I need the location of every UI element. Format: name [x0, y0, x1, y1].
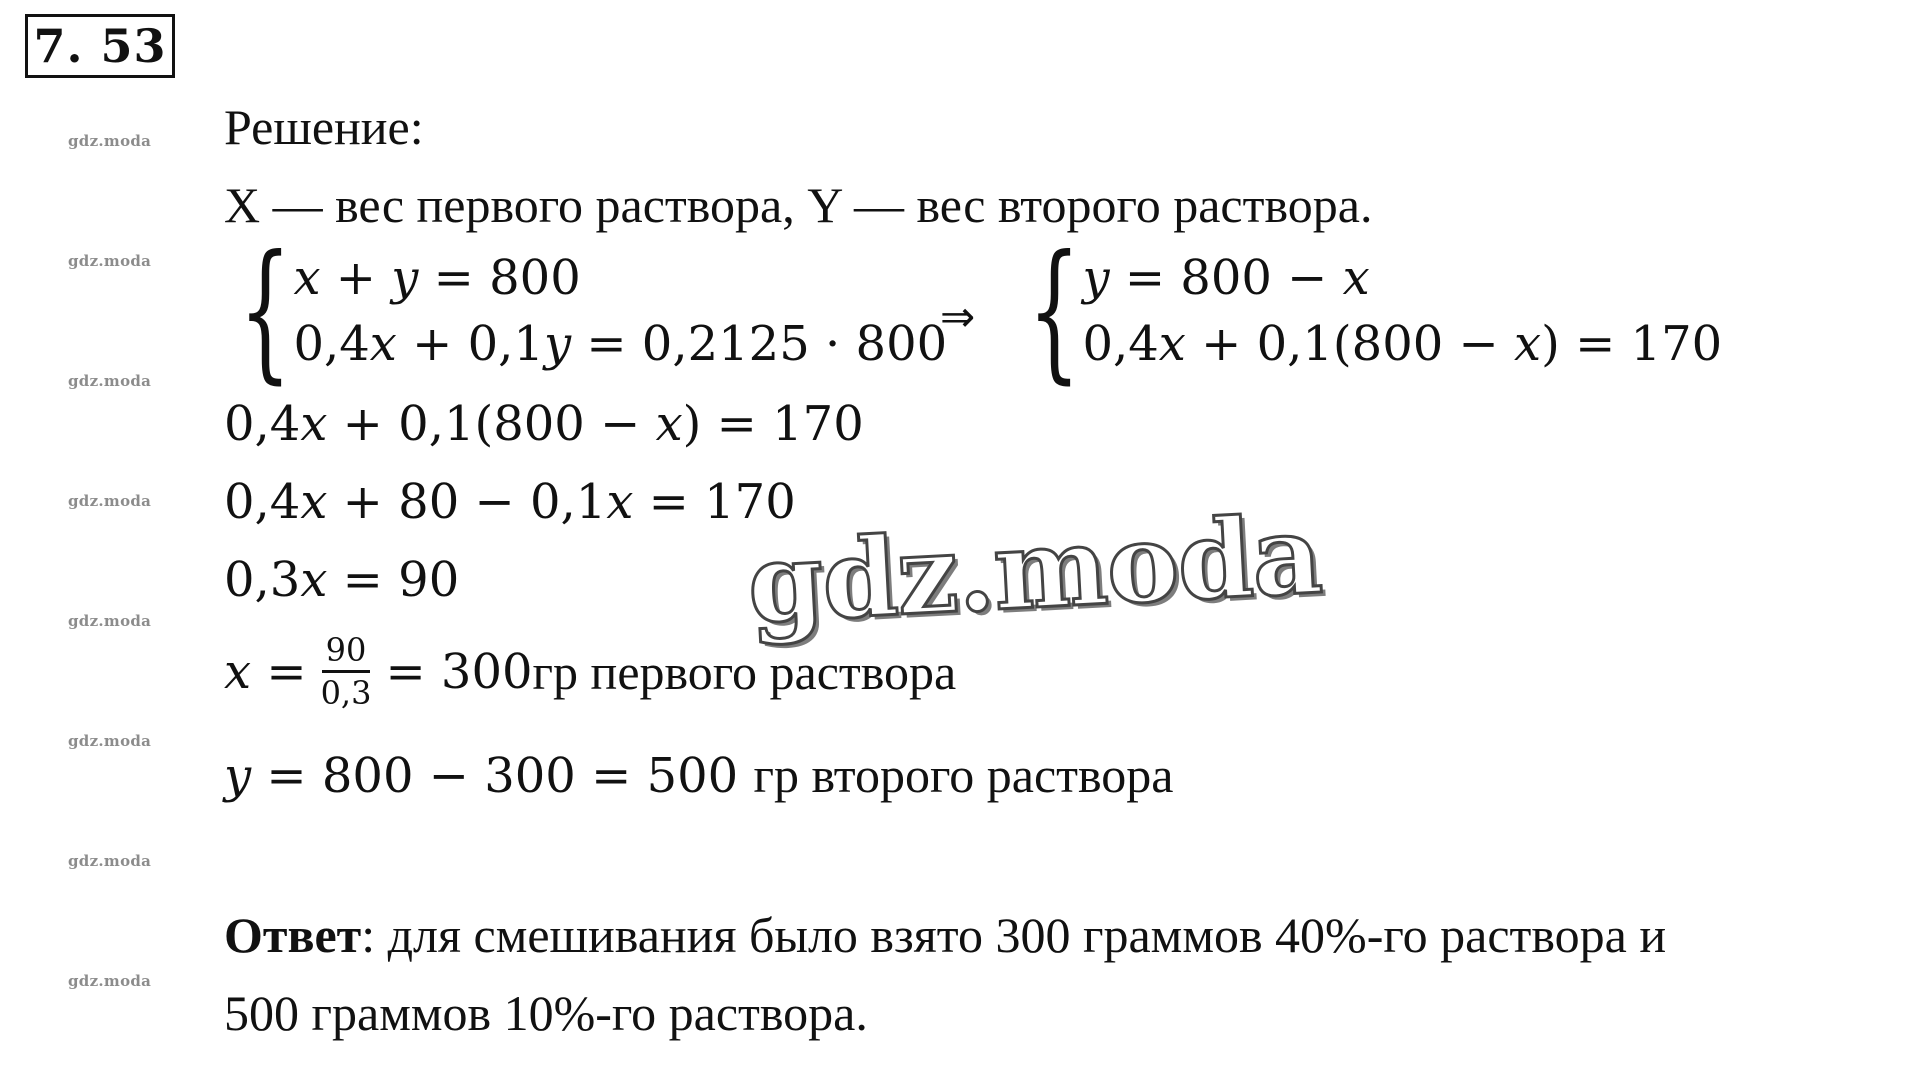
watermark-small: gdz.moda — [68, 132, 152, 150]
watermark-small: gdz.moda — [68, 972, 152, 990]
system-right-eq1: y = 800 − x — [1082, 250, 1370, 306]
brace-icon: { — [238, 224, 292, 398]
watermark-small: gdz.moda — [68, 852, 152, 870]
watermark-small: gdz.moda — [68, 612, 152, 630]
solution-step-1: 0,4x + 0,1(800 − x) = 170 — [224, 396, 864, 452]
brace-icon: { — [1027, 224, 1081, 398]
equation-system-right — [985, 224, 1723, 398]
problem-number: 7. 53 — [25, 14, 175, 78]
equation-system-left — [196, 224, 948, 398]
variable-definitions: X — вес первого раствора, Y — вес второго раствора. — [224, 177, 1373, 233]
watermark-large: gdz.moda — [744, 492, 1325, 648]
watermark-small: gdz.moda — [68, 372, 152, 390]
answer-line-1: Ответ: для смешивания было взято 300 граммов 40%-го раствора и — [224, 907, 1667, 963]
answer-line-2: 500 граммов 10%-го раствора. — [224, 985, 868, 1041]
solution-step-4: x = $\frac{90}{0,3}$ = 300 гр первого раствора — [224, 631, 957, 712]
system-left-eq1: x + y = 800 — [293, 250, 581, 306]
watermark-small: gdz.moda — [68, 732, 152, 750]
solution-step-3: 0,3x = 90 — [224, 552, 460, 608]
answer-label: Ответ — [224, 907, 362, 963]
solution-step-5: y = 800 − 300 = 500 гр второго раствора — [224, 747, 1174, 804]
fraction: $\frac{90}{0,3}$ — [320, 631, 372, 712]
implies-arrow-icon: ⇒ — [940, 292, 976, 341]
watermark-small: gdz.moda — [68, 252, 152, 270]
watermark-small: gdz.moda — [68, 492, 152, 510]
solution-step-2: 0,4x + 80 − 0,1x = 170 — [224, 474, 796, 530]
solution-heading: Решение: — [224, 99, 424, 155]
system-left-eq2: 0,4x + 0,1y = 0,2125 · 800 — [293, 316, 948, 372]
system-right-eq2: 0,4x + 0,1(800 − x) = 170 — [1082, 316, 1723, 372]
